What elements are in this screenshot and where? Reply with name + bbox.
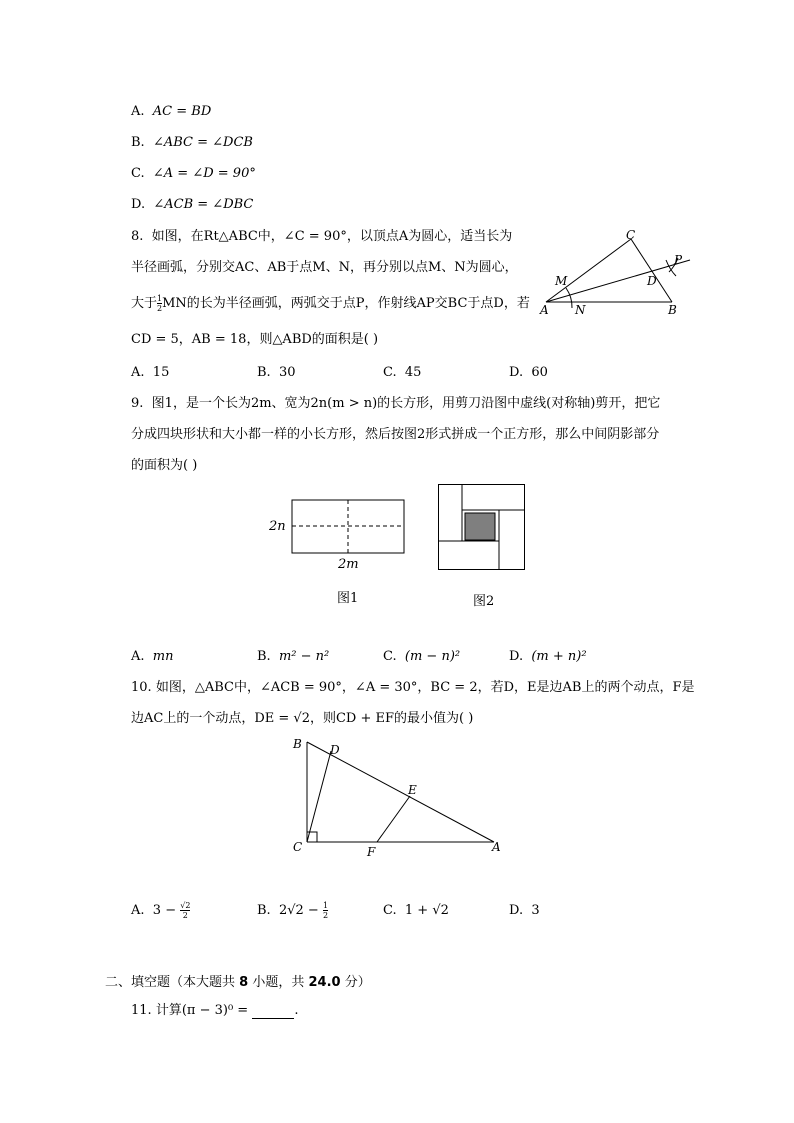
q8-label-c: C (626, 228, 636, 242)
q9-fig1-caption: 图1 (337, 591, 359, 606)
q9-option-d: D. (m + n)² (509, 649, 587, 664)
q9-stem-line3: 的面积为( ) (131, 458, 198, 473)
q10-label-d: D (330, 743, 340, 757)
q8-stem-line1: 8. 如图，在Rt△ABC中，∠C = 90°，以顶点A为圆心，适当长为 (131, 229, 513, 244)
q8-option-c: C. 45 (383, 365, 422, 380)
q10-label-a: A (492, 840, 501, 854)
q10-option-d: D. 3 (509, 903, 540, 918)
q7-option-b: B. ∠ABC = ∠DCB (131, 135, 253, 150)
section-2-title: 二、填空题（本大题共 8 小题，共 24.0 分） (105, 975, 371, 990)
q8-option-d: D. 60 (509, 365, 548, 380)
q9-figure-2 (436, 482, 528, 572)
q8-half-fraction: $\frac{1}{2}$ (157, 294, 163, 313)
q8-side-ac (546, 239, 631, 302)
q8-label-d: D (647, 274, 657, 288)
q7-option-a: A. AC = BD (131, 104, 212, 119)
q10-option-a-fraction: $\frac{√2}{2}$ (180, 901, 191, 920)
q10-label-c: C (293, 840, 303, 854)
q8-side-cb (631, 239, 672, 302)
q10-label-f: F (367, 845, 376, 858)
q10-segment-ef (377, 796, 410, 842)
q8-label-b: B (668, 303, 677, 317)
q9-stem-line1: 9. 图1，是一个长为2m、宽为2n(m > n)的长方形，用剪刀沿图中虚线(对称轴)剪开，把它 (131, 396, 661, 411)
q7-option-d: D. ∠ACB = ∠DBC (131, 197, 254, 212)
q8-stem-line2: 半径画弧，分别交AC、AB于点M、N，再分别以点M、N为圆心， (131, 260, 518, 275)
q10-option-b-fraction: $\frac{1}{2}$ (322, 901, 329, 920)
q8-arc-mn (566, 288, 572, 308)
q10-label-e: E (408, 783, 417, 797)
q10-option-c: C. 1 + √2 (383, 903, 449, 918)
q10-figure (286, 732, 506, 858)
q9-option-b: B. m² − n² (257, 649, 330, 664)
q10-label-b: B (293, 737, 302, 751)
q7-option-c: C. ∠A = ∠D = 90° (131, 166, 256, 181)
q8-label-p: P (674, 253, 683, 267)
q11-answer-blank[interactable] (252, 1005, 294, 1019)
q9-fig2-shaded-square (465, 513, 495, 540)
q8-label-a: A (540, 303, 549, 317)
q11-stem: 11. 计算(π − 3)⁰ = . (131, 1003, 299, 1018)
q9-fig2-caption: 图2 (473, 594, 495, 609)
q8-label-m: M (555, 274, 568, 288)
q8-figure (532, 226, 702, 322)
q9-fig1-bottom-label: 2m (338, 557, 359, 572)
q8-stem-line4: CD = 5，AB = 18，则△ABD的面积是( ) (131, 332, 379, 347)
q8-option-a: A. 15 (131, 365, 170, 380)
q8-label-n: N (575, 303, 586, 317)
q9-fig1-side-label: 2n (269, 519, 286, 534)
q9-stem-line2: 分成四块形状和大小都一样的小长方形，然后按图2形式拼成一个正方形，那么中间阴影部分 (131, 427, 660, 442)
q8-option-b: B. 30 (257, 365, 296, 380)
q10-stem-line2: 边AC上的一个动点，DE = √2，则CD + EF的最小值为( ) (131, 711, 474, 726)
q10-side-ab (307, 742, 494, 842)
q9-option-c: C. (m − n)² (383, 649, 461, 664)
q10-segment-cd (307, 751, 331, 842)
q10-stem-line1: 10. 如图，△ABC中，∠ACB = 90°，∠A = 30°，BC = 2，若D，E是边AB上的两个动点，F是 (131, 680, 695, 695)
q10-option-b: B. 2√2 − $\frac{1}{2}$ (257, 901, 329, 920)
q9-option-a: A. mn (131, 649, 174, 664)
q9-figure-1 (266, 496, 410, 574)
q10-option-a: A. 3 − $\frac{√2}{2}$ (131, 901, 191, 920)
q8-stem-line3: 大于 $\frac{1}{2}$ MN的长为半径画弧，两弧交于点P，作射线AP交BC于点D，若 (131, 294, 530, 313)
